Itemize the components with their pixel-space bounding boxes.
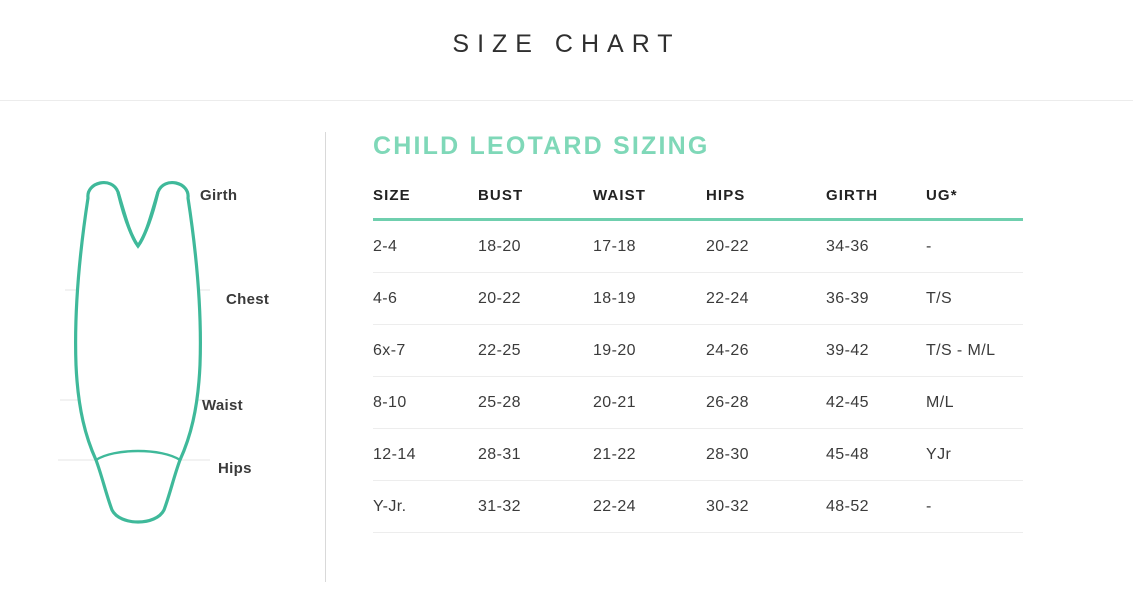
cell-waist: 18-19 <box>593 273 706 325</box>
diagram-label-chest: Chest <box>226 291 270 308</box>
table-row <box>373 429 1023 481</box>
cell-waist: 21-22 <box>593 429 706 481</box>
cell-waist: 17-18 <box>593 220 706 273</box>
cell-ug: T/S - M/L <box>926 325 1023 377</box>
cell-girth: 34-36 <box>826 220 926 273</box>
table-header-row <box>373 187 1023 220</box>
cell-ug: T/S <box>926 273 1023 325</box>
cell-ug: YJr <box>926 429 1023 481</box>
cell-size: 6x-7 <box>373 325 478 377</box>
leotard-outline-icon <box>30 160 320 560</box>
table-row <box>373 220 1023 273</box>
cell-size: 8-10 <box>373 377 478 429</box>
cell-girth: 45-48 <box>826 429 926 481</box>
cell-bust: 20-22 <box>478 273 593 325</box>
page-title: SIZE CHART <box>452 30 681 58</box>
cell-size: 12-14 <box>373 429 478 481</box>
column-header-size: SIZE <box>373 187 478 220</box>
cell-bust: 28-31 <box>478 429 593 481</box>
cell-hips: 20-22 <box>706 220 826 273</box>
cell-ug: - <box>926 481 1023 533</box>
table-row <box>373 377 1023 429</box>
diagram-label-waist: Waist <box>202 397 243 414</box>
column-header-waist: WAIST <box>593 187 706 220</box>
sizing-table <box>373 187 1023 533</box>
header-divider <box>0 100 1133 101</box>
cell-size: 4-6 <box>373 273 478 325</box>
cell-ug: - <box>926 220 1023 273</box>
column-header-bust: BUST <box>478 187 593 220</box>
column-header-hips: HIPS <box>706 187 826 220</box>
cell-girth: 39-42 <box>826 325 926 377</box>
cell-waist: 20-21 <box>593 377 706 429</box>
cell-hips: 24-26 <box>706 325 826 377</box>
leotard-diagram <box>30 160 320 560</box>
cell-hips: 28-30 <box>706 429 826 481</box>
cell-ug: M/L <box>926 377 1023 429</box>
cell-girth: 42-45 <box>826 377 926 429</box>
column-header-ug: UG* <box>926 187 1023 220</box>
cell-size: Y-Jr. <box>373 481 478 533</box>
vertical-divider <box>325 132 326 582</box>
table-row <box>373 481 1023 533</box>
diagram-label-girth: Girth <box>200 187 238 204</box>
cell-hips: 26-28 <box>706 377 826 429</box>
table-row <box>373 325 1023 377</box>
sizing-table-block <box>373 132 1023 533</box>
cell-bust: 18-20 <box>478 220 593 273</box>
cell-waist: 22-24 <box>593 481 706 533</box>
cell-girth: 36-39 <box>826 273 926 325</box>
cell-waist: 19-20 <box>593 325 706 377</box>
table-row <box>373 273 1023 325</box>
cell-girth: 48-52 <box>826 481 926 533</box>
cell-bust: 25-28 <box>478 377 593 429</box>
cell-hips: 22-24 <box>706 273 826 325</box>
cell-hips: 30-32 <box>706 481 826 533</box>
column-header-girth: GIRTH <box>826 187 926 220</box>
diagram-label-hips: Hips <box>218 460 252 477</box>
cell-size: 2-4 <box>373 220 478 273</box>
table-heading: CHILD LEOTARD SIZING <box>373 132 710 160</box>
cell-bust: 31-32 <box>478 481 593 533</box>
cell-bust: 22-25 <box>478 325 593 377</box>
